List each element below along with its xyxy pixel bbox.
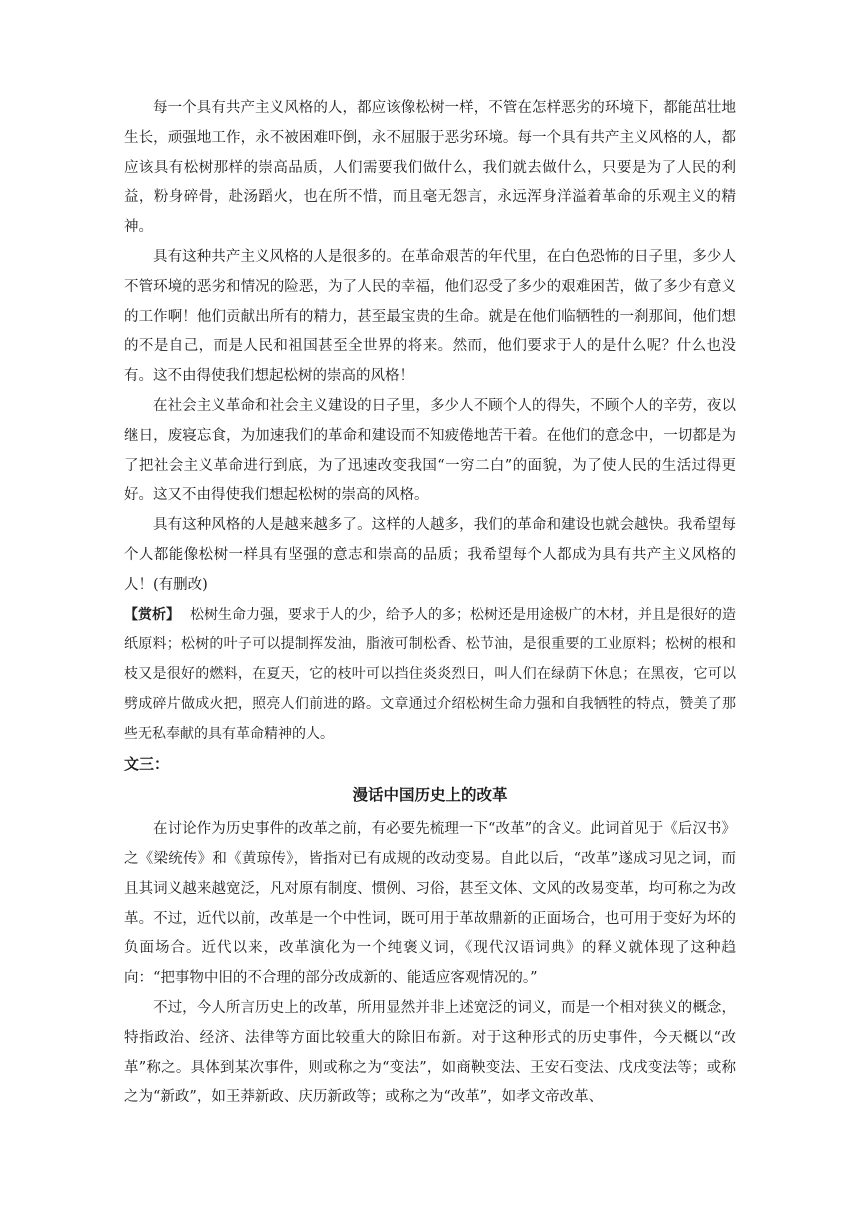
article2-paragraph-3: 在社会主义革命和社会主义建设的日子里，多少人不顾个人的得失，不顾个人的辛劳，夜以继日，废寝忘食，为加速我们的革命和建设而不知疲倦地苦干着。在他们的意念中，一切都是为了把社会主义革命进行到底，为了迅速改变我国“一穷二白”的面貌，为了使人民的生活过得更好。这又不由得使我们想起松树的崇高的风格。 xyxy=(124,397,736,504)
analysis-tag: 【赏析】 xyxy=(124,606,180,623)
article2-paragraph-1: 每一个具有共产主义风格的人，都应该像松树一样，不管在怎样恶劣的环境下，都能茁壮地生长，顽强地工作，永不被困难吓倒，永不屈服于恶劣环境。每一个具有共产主义风格的人，都应该具有松树那样的崇高品质，人们需要我们做什么，我们就去做什么，只要是为了人民的利益，粉身碎骨，赴汤蹈火，也在所不惜，而且毫无怨言，永远浑身洋溢着革命的乐观主义的精神。 xyxy=(124,100,736,236)
document-page xyxy=(124,94,736,1113)
article3-paragraph-2: 不过，今人所言历史上的改革，所用显然并非上述宽泛的词义，而是一个相对狭义的概念，特指政治、经济、法律等方面比较重大的除旧布新。对于这种形式的历史事件，今天概以“改革”称之。具体到某次事件，则或称之为“变法”，如商鞅变法、王安石变法、戊戌变法等；或称之为“新政”，如王莽新政、庆历新政等；或称之为“改革”，如孝文帝改革、 xyxy=(124,999,736,1106)
article3-label: 文三： xyxy=(124,754,170,773)
analysis-block xyxy=(124,601,736,750)
article3-paragraph-1: 在讨论作为历史事件的改革之前，有必要先梳理一下“改革”的含义。此词首见于《后汉书》之《梁统传》和《黄琼传》，皆指对已有成规的改动变易。自此以后，“改革”遂成习见之词，而且其词义越来越宽泛，凡对原有制度、惯例、习俗，甚至文体、文风的改易变革，均可称之为改革。不过，近代以前，改革是一个中性词，既可用于革故鼎新的正面场合，也可用于变好为坏的负面场合。近代以来，改革演化为一个纯褒义词，《现代汉语词典》的释义就体现了这种趋向：“把事物中旧的不合理的部分改成新的、能适应客观情况的。” xyxy=(124,821,736,987)
article3-title: 漫话中国历史上的改革 xyxy=(352,786,508,805)
article2-paragraph-4: 具有这种风格的人是越来越多了。这样的人越多，我们的革命和建设也就会越快。我希望每个人都能像松树一样具有坚强的意志和崇高的品质；我希望每个人都成为具有共产主义风格的人！(有删改) xyxy=(124,517,736,593)
analysis-text: 松树生命力强，要求于人的少，给予人的多；松树还是用途极广的木材，并且是很好的造纸原料；松树的叶子可以提制挥发油，脂液可制松香、松节油，是很重要的工业原料；松树的根和枝又是很好的燃料，在夏天，它的枝叶可以挡住炎炎烈日，叫人们在绿荫下休息；在黑夜，它可以劈成碎片做成火把，照亮人们前进的路。文章通过介绍松树生命力强和自我牺牲的特点，赞美了那些无私奉献的具有革命精神的人。 xyxy=(124,606,736,742)
article2-paragraph-2: 具有这种共产主义风格的人是很多的。在革命艰苦的年代里，在白色恐怖的日子里，多少人不管环境的恶劣和情况的险恶，为了人民的幸福，他们忍受了多少的艰难困苦，做了多少有意义的工作啊！他们贡献出所有的精力，甚至最宝贵的生命。就是在他们临牺牲的一刹那间，他们想的不是自己，而是人民和祖国甚至全世界的将来。然而，他们要求于人的是什么呢？什么也没有。这不由得使我们想起松树的崇高的风格！ xyxy=(124,248,736,385)
